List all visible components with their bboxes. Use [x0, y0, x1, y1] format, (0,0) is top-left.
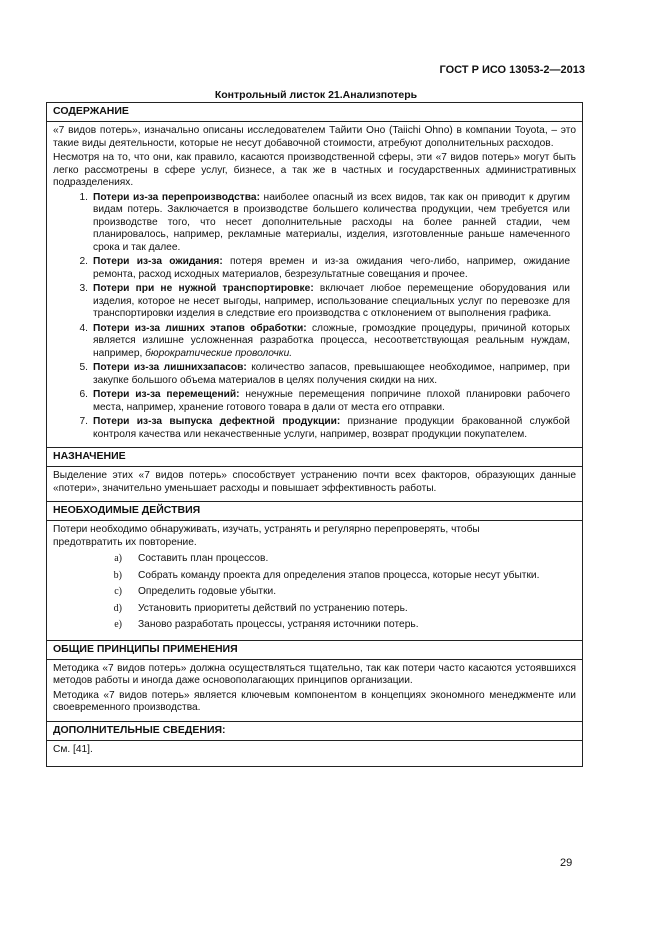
- section-title: СОДЕРЖАНИЕ: [47, 103, 582, 122]
- paragraph: «7 видов потерь», изначально описаны исследователем Тайити Оно (Taiichi Ohno) в компании Toyota, – это такие виды деятельности, которые не несут добавочной стоимости, атребуют дополнительных расходов.: [53, 125, 576, 149]
- section-principles: [47, 640, 582, 721]
- list-item: d) Установить приоритеты действий по устранению потерь.: [113, 602, 408, 614]
- list-item: 1. Потери из-за перепроизводства: наиболее опасный из всех видов, так как он приводит к другим видам потерь. Заключается в производстве большего количества продукции, чем требуется или производстве того, что несет дополнительные расходы на более ранней стадии, чем планировалось, например, рекламные материалы, изделия, изготовленные раньше намеченного срока и так далее.: [79, 191, 570, 253]
- paragraph: Несмотря на то, что они, как правило, касаются производственной сферы, эти «7 видов потерь» могут быть легко рассмотрены в сфере услуг, бизнесе, а так же в частных и государственных административных подразделениях.: [53, 152, 576, 188]
- loss-term: Потери из-за лишних этапов обработки:: [93, 322, 307, 334]
- list-item: e) Заново разработать процессы, устраняя источники потерь.: [114, 619, 419, 630]
- loss-term: Потери при не нужной транспортировке:: [93, 283, 314, 294]
- loss-term: Потери из-за ожидания:: [93, 256, 223, 267]
- loss-term: Потери из-за перемещений:: [93, 389, 240, 400]
- section-title: ОБЩИЕ ПРИНЦИПЫ ПРИМЕНЕНИЯ: [47, 641, 582, 660]
- checklist-table: [46, 102, 583, 767]
- list-item: 6. Потери из-за перемещений: ненужные перемещения попричине плохой планировки рабочего места, например, хранение готового товара в дали от места его отправки.: [79, 389, 570, 413]
- reference-text: См. [41].: [53, 743, 93, 755]
- section-purpose: [47, 447, 582, 501]
- list-item: 5. Потери из-за лишнихзапасов: количество запасов, превышающее необходимое, например, при закупке большого объема материалов в целях получения скидки на них.: [79, 362, 570, 386]
- paragraph: Потери необходимо обнаруживать, изучать, устранять и регулярно перепроверять, чтобы предотвратить их повторение.: [53, 524, 480, 548]
- section-title: НЕОБХОДИМЫЕ ДЕЙСТВИЯ: [47, 502, 582, 521]
- list-item: 2. Потери из-за ожидания: потеря времен и из-за ожидания чего-либо, например, ожидание ремонта, расход исходных материалов, безрезультатные совещания и прочее.: [79, 256, 570, 280]
- losses-list: [53, 192, 576, 442]
- list-item: 7. Потери из-за выпуска дефектной продукции: признание продукции бракованной службой контроля качества или некачественные услуги, например, возврат продукции покупателем.: [79, 416, 570, 440]
- actions-list: [53, 553, 576, 632]
- table-title: Контрольный листок 21.Анализпотерь: [214, 89, 418, 101]
- list-item: c) Определить годовые убытки.: [114, 586, 277, 597]
- paragraph: Выделение этих «7 видов потерь» способствует устранению почти всех факторов, образующих данные «потери», значительно уменьшает расходы и повышает эффективность работы.: [53, 470, 576, 494]
- standard-code: ГОСТ Р ИСО 13053-2—2013: [439, 64, 585, 76]
- loss-term: Потери из-за лишнихзапасов:: [93, 362, 247, 373]
- list-item: 4. Потери из-за лишних этапов обработки: сложные, громоздкие процедуры, причиной которых является излишне усложненная разработка процесса, несоответствующая реальным нуждам, например, бюрократические проволочки.: [79, 322, 570, 359]
- section-actions: [47, 501, 582, 640]
- list-item: 3. Потери при не нужной транспортировке: включает любое перемещение оборудования или изделия, которое не несет выгоды, например, использование специальных услуг по перевозке для транспортировки изделия в следствие его производства с отклонением от выполнения графика.: [79, 283, 571, 319]
- section-additional: [47, 721, 582, 767]
- list-item: a) Составить план процессов.: [114, 553, 269, 564]
- paragraph: Методика «7 видов потерь» должна осуществляться тщательно, так как потери часто касаются устоявшихся методов работы и иногда даже основополагающих принципов организации.: [53, 662, 576, 686]
- section-title: НАЗНАЧЕНИЕ: [47, 448, 582, 467]
- section-content: [47, 103, 582, 447]
- paragraph: Методика «7 видов потерь» является ключевым компонентом в концепциях экономного менеджменте или своевременного производства.: [53, 689, 576, 713]
- list-item: b) Собрать команду проекта для определения этапов процесса, которые несут убытки.: [113, 569, 540, 581]
- loss-term: Потери из-за перепроизводства:: [93, 191, 260, 203]
- page-number: 29: [560, 857, 573, 869]
- section-title: ДОПОЛНИТЕЛЬНЫЕ СВЕДЕНИЯ:: [47, 722, 582, 741]
- loss-term: Потери из-за выпуска дефектной продукции:: [93, 416, 341, 427]
